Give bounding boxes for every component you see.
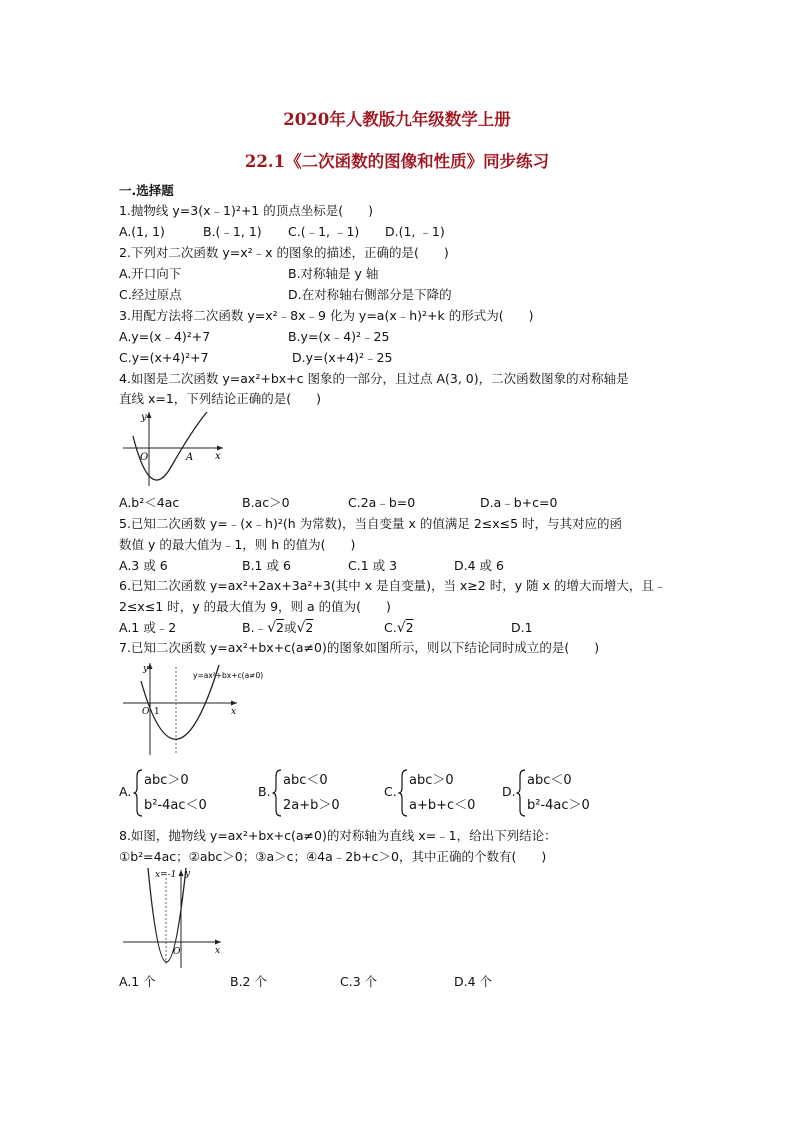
question-6-option-b: B.﹣√2或√2 — [242, 620, 314, 636]
question-8-option-b: B.2 个 — [230, 974, 267, 989]
q4-y-label: y — [141, 412, 147, 423]
question-2-option-c: C.经过原点 — [119, 287, 182, 302]
q6-option-b-radicand-1: 2 — [275, 620, 284, 635]
q6-option-c-prefix: C. — [384, 620, 397, 635]
q7-curve-label: y=ax²+bx+c(a≠0) — [193, 671, 264, 680]
q6-option-b-or: 或 — [283, 620, 297, 635]
question-2-stem: 2.下列对二次函数 y=x²﹣x 的图象的描述，正确的是( ) — [119, 245, 449, 260]
q4-origin-label: O — [140, 452, 149, 463]
q7-a-brace — [133, 769, 143, 817]
question-3-option-b: B.y=(x﹣4)²﹣25 — [288, 329, 390, 344]
question-5-option-c: C.1 或 3 — [348, 558, 398, 573]
question-4-graph — [119, 408, 227, 488]
q7-d-brace — [516, 769, 526, 817]
question-4-stem-line1: 4.如图是二次函数 y=ax²+bx+c 图象的一部分，且过点 A(3, 0)，二次函数图象的对称轴是 — [119, 371, 629, 386]
question-4-option-b: B.ac＞0 — [242, 495, 290, 510]
question-6-option-a: A.1 或﹣2 — [119, 620, 177, 635]
question-8-option-a: A.1 个 — [119, 974, 156, 989]
question-1-option-b: B.(﹣1, 1) — [203, 224, 262, 239]
q4-point-a-label: A — [186, 452, 194, 463]
q8-y-label: y — [185, 869, 191, 879]
question-5-stem-line1: 5.已知二次函数 y=﹣(x﹣h)²(h 为常数)，当自变量 x 的值满足 2≤x≤5 时，与其对应的函 — [119, 516, 623, 531]
document-subtitle: 22.1《二次函数的图像和性质》同步练习 — [244, 152, 550, 171]
question-5-option-d: D.4 或 6 — [454, 558, 504, 573]
question-2-option-d: D.在对称轴右侧部分是下降的 — [288, 287, 452, 302]
question-7-option-a: A. abc＞0 b²-4ac＜0 — [119, 768, 239, 818]
question-6-option-d: D.1 — [511, 620, 533, 635]
question-5-stem-line2: 数值 y 的最大值为﹣1，则 h 的值为( ) — [119, 537, 356, 552]
q8-origin-label: O — [173, 947, 181, 957]
question-7-graph — [119, 659, 264, 757]
question-5-option-a: A.3 或 6 — [119, 558, 168, 573]
q7-b-brace — [272, 769, 282, 817]
q7-one-label: 1 — [154, 707, 160, 717]
question-3-stem: 3.用配方法将二次函数 y=x²﹣8x﹣9 化为 y=a(x﹣h)²+k 的形式为( ) — [119, 308, 534, 323]
q8-axis-label: x=-1 — [155, 870, 177, 880]
question-8-stem-line2: ①b²=4ac；②abc＞0；③a＞c；④4a﹣2b+c＞0，其中正确的个数有( ) — [119, 849, 547, 864]
question-2-option-a: A.开口向下 — [119, 266, 182, 281]
question-4-option-c: C.2a﹣b=0 — [348, 495, 416, 510]
question-3-option-d: D.y=(x+4)²﹣25 — [292, 350, 393, 365]
question-8-stem-line1: 8.如图，抛物线 y=ax²+bx+c(a≠0)的对称轴为直线 x=﹣1，给出下列结论： — [119, 828, 557, 843]
q6-option-b-radicand-2: 2 — [305, 620, 314, 635]
question-4-option-a: A.b²＜4ac — [119, 495, 180, 510]
document-title: 2020年人教版九年级数学上册 — [283, 110, 511, 129]
question-2-option-b: B.对称轴是 y 轴 — [288, 266, 379, 281]
q7-origin-label: O — [142, 707, 150, 717]
question-6-stem-line2: 2≤x≤1 时，y 的最大值为 9，则 a 的值为( ) — [119, 599, 391, 614]
question-1-stem: 1.抛物线 y=3(x﹣1)²+1 的顶点坐标是( ) — [119, 203, 373, 218]
q4-x-label: x — [215, 451, 221, 462]
question-6-option-c: C.√2 — [384, 620, 414, 636]
question-3-option-a: A.y=(x﹣4)²+7 — [119, 329, 211, 344]
q6-option-b-prefix: B.﹣ — [242, 620, 268, 635]
question-1-option-d: D.(1, ﹣1) — [385, 224, 445, 239]
question-4-stem-line2: 直线 x=1，下列结论正确的是( ) — [119, 391, 322, 406]
question-1-option-c: C.(﹣1, ﹣1) — [288, 224, 360, 239]
question-3-option-c: C.y=(x+4)²+7 — [119, 350, 209, 365]
question-1-option-a: A.(1, 1) — [119, 224, 165, 239]
question-6-stem-line1: 6.已知二次函数 y=ax²+2ax+3a²+3(其中 x 是自变量)，当 x≥2 时，y 随 x 的增大而增大，且﹣ — [119, 578, 667, 593]
q8-x-label: x — [215, 946, 221, 956]
question-7-option-c: C. abc＞0 a+b+c＜0 — [384, 768, 494, 818]
question-7-stem: 7.已知二次函数 y=ax²+bx+c(a≠0)的图象如图所示，则以下结论同时成立的是( ) — [119, 640, 600, 655]
question-8-option-c: C.3 个 — [340, 974, 378, 989]
question-7-option-b: B. abc＜0 2a+b＞0 — [258, 768, 368, 818]
question-8-graph — [119, 866, 225, 970]
question-7-option-d: D. abc＜0 b²-4ac＞0 — [502, 768, 622, 818]
question-4-option-d: D.a﹣b+c=0 — [480, 495, 558, 510]
q7-y-label: y — [143, 664, 149, 674]
section-heading: 一.选择题 — [119, 183, 174, 198]
question-5-option-b: B.1 或 6 — [242, 558, 291, 573]
question-8-option-d: D.4 个 — [454, 974, 493, 989]
q7-x-label: x — [231, 707, 237, 717]
q7-c-brace — [398, 769, 408, 817]
q6-option-c-radicand: 2 — [405, 620, 414, 635]
